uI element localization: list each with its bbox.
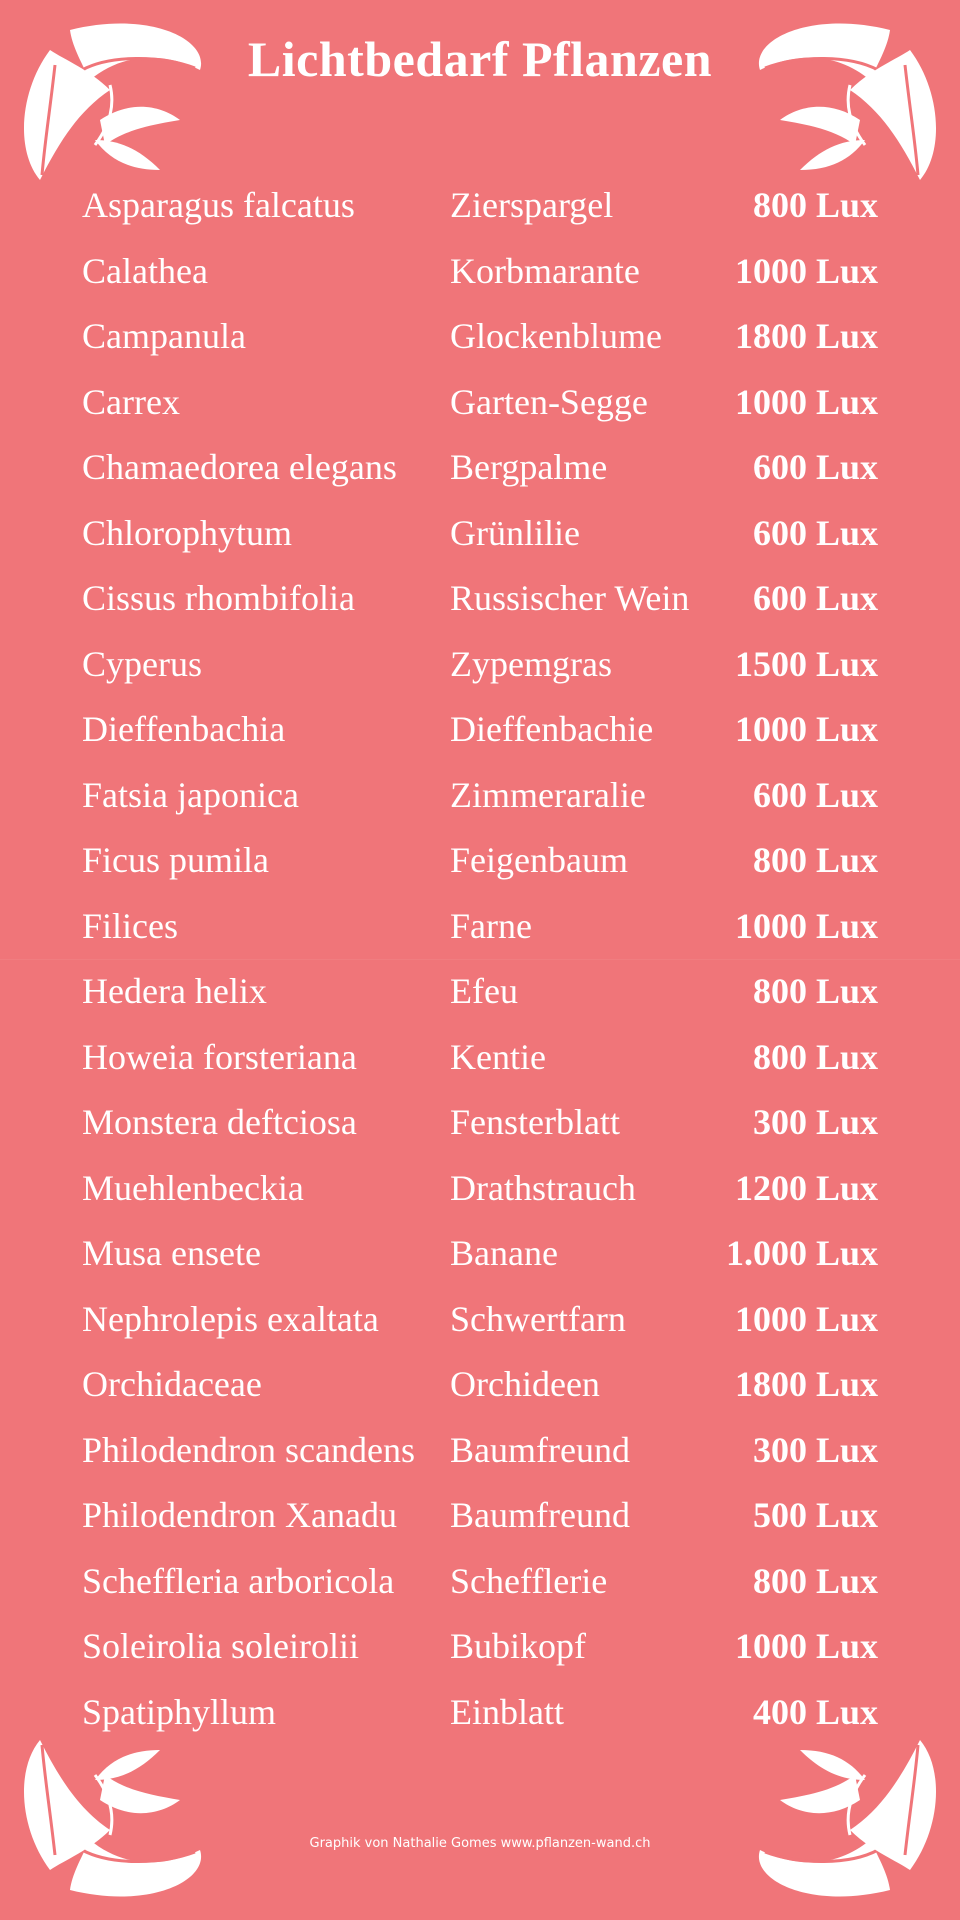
plant-table [0,173,960,1745]
latin-name: Muehlenbeckia [82,1167,304,1208]
latin-name: Philodendron scandens [82,1429,415,1470]
lux-value: 800 Lux [752,1560,878,1601]
table-row [0,1418,960,1484]
lux-value: 600 Lux [752,512,878,553]
german-name: Glockenblume [450,316,662,356]
table-row [0,1549,960,1615]
lux-value: 400 Lux [752,1691,878,1732]
table-row [0,1614,960,1680]
latin-name: Calathea [82,250,208,291]
table-row [0,1221,960,1287]
lux-value: 300 Lux [752,1102,878,1142]
latin-name: Cissus rhombifolia [82,578,356,618]
german-name: Drathstrauch [450,1167,636,1208]
german-name: Einblatt [450,1691,564,1732]
lux-value: 1000 Lux [734,905,878,946]
german-name: Baumfreund [450,1495,630,1535]
german-name: Bubikopf [450,1626,587,1666]
latin-name: Filices [82,905,178,946]
german-name: Orchideen [450,1364,600,1404]
table-row [0,632,960,698]
table-row [0,566,960,632]
german-name: Farne [450,905,532,946]
german-name: Schefflerie [450,1560,608,1601]
latin-name: Monstera deftciosa [82,1102,357,1142]
table-row [0,894,960,960]
table-row [0,435,960,501]
lux-value: 1500 Lux [734,643,878,684]
latin-name: Chlorophytum [82,512,293,553]
lux-value: 800 Lux [752,971,878,1011]
lux-value: 1000 Lux [734,709,878,749]
latin-name: Howeia forsteriana [82,1036,357,1077]
latin-name: Hedera helix [82,971,267,1011]
lux-value: 1800 Lux [734,1364,878,1404]
latin-name: Musa ensete [82,1233,261,1273]
latin-name: Nephrolepis exaltata [82,1298,379,1339]
table-row [0,1483,960,1549]
german-name: Bergpalme [450,447,608,487]
german-name: Zimmeraralie [450,774,646,815]
lux-value: 300 Lux [752,1429,878,1470]
table-row [0,239,960,305]
latin-name: Dieffenbachia [82,709,286,749]
table-row [0,1156,960,1222]
credit-text: Graphik von Nathalie Gomes www.pflanzen-wand.ch [309,1836,651,1851]
german-name: Garten-Segge [450,381,648,422]
german-name: Zypemgras [450,643,612,684]
german-name: Schwertfarn [450,1298,626,1339]
german-name: Baumfreund [450,1429,630,1470]
lux-value: 1000 Lux [734,381,878,422]
lux-value: 600 Lux [752,578,878,618]
german-name: Kentie [450,1036,546,1077]
latin-name: Orchidaceae [82,1364,262,1404]
german-name: Feigenbaum [450,840,628,880]
lux-value: 1000 Lux [734,250,878,291]
lux-value: 800 Lux [752,185,878,225]
german-name: Zierspargel [450,185,614,225]
german-name: Banane [450,1233,558,1273]
table-row [0,501,960,567]
latin-name: Philodendron Xanadu [82,1495,397,1535]
table-row [0,1287,960,1353]
latin-name: Asparagus falcatus [82,185,355,225]
latin-name: Scheffleria arboricola [82,1560,395,1601]
lux-value: 1800 Lux [734,316,878,356]
lux-value: 1000 Lux [734,1298,878,1339]
latin-name: Spatiphyllum [82,1691,277,1732]
german-name: Dieffenbachie [450,709,654,749]
latin-name: Campanula [82,316,246,356]
latin-name: Cyperus [82,643,202,684]
lux-value: 1200 Lux [734,1167,878,1208]
table-row [0,828,960,894]
lux-value: 1.000 Lux [725,1233,878,1273]
latin-name: Carrex [82,381,180,422]
table-row [0,1090,960,1156]
table-row [0,370,960,436]
latin-name: Chamaedorea elegans [82,447,397,487]
table-row [0,1680,960,1746]
german-name: Korbmarante [450,250,640,291]
latin-name: Fatsia japonica [82,774,299,815]
table-row [0,304,960,370]
lux-value: 1000 Lux [734,1626,878,1666]
table-row [0,1025,960,1091]
german-name: Grünlilie [450,512,580,553]
german-name: Russischer Wein [450,578,690,618]
lux-value: 600 Lux [752,447,878,487]
german-name: Efeu [450,971,518,1011]
table-row [0,1352,960,1418]
latin-name: Ficus pumila [82,840,269,880]
table-row [0,763,960,829]
table-row [0,697,960,763]
lux-value: 600 Lux [752,774,878,815]
lux-value: 500 Lux [752,1495,878,1535]
german-name: Fensterblatt [450,1102,620,1142]
lux-value: 800 Lux [752,840,878,880]
lux-value: 800 Lux [752,1036,878,1077]
latin-name: Soleirolia soleirolii [82,1626,359,1666]
table-row [0,959,960,1025]
page-title: Lichtbedarf Pflanzen [247,31,713,87]
table-row [0,173,960,239]
